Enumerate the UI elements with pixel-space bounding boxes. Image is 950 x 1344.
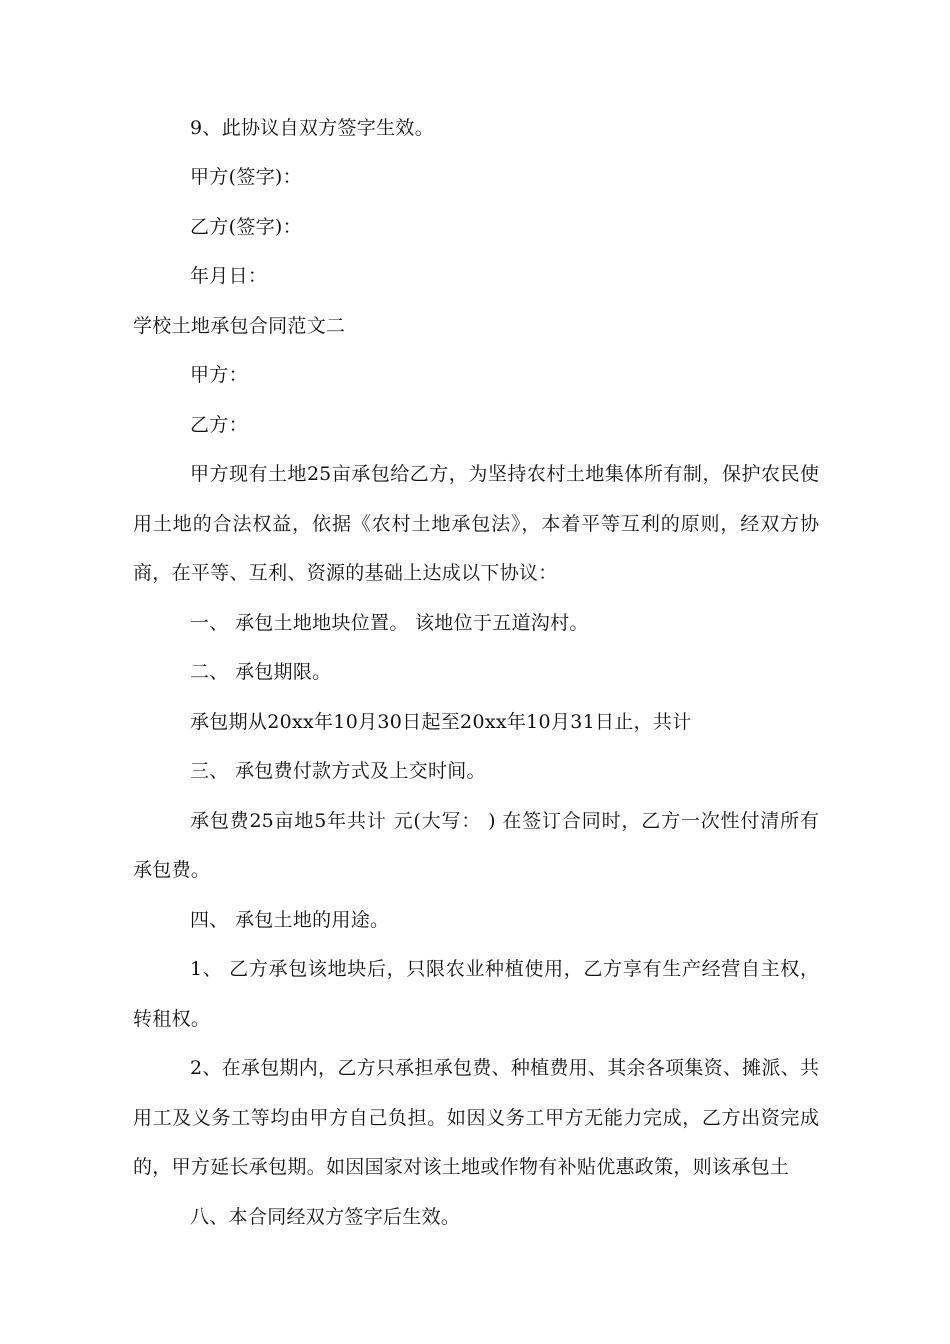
clause-4-item-2-line-3: 的，甲方延长承包期。如因国家对该土地或作物有补贴优惠政策，则该承包土 [133, 1156, 790, 1178]
clause-4-item-1-line-2: 转租权。 [133, 1008, 211, 1030]
clause-2-term-body: 承包期从20xx年10月30日起至20xx年10月31日止，共计 [190, 711, 692, 733]
party-a-signature-line: 甲方(签字)： [190, 166, 302, 188]
clause-3-payment-heading: 三、 承包费付款方式及上交时间。 [190, 760, 486, 782]
party-b-line: 乙方： [190, 414, 248, 436]
clause-4-item-2-line-1: 2、在承包期内，乙方只承担承包费、种植费用、其余各项集资、摊派、共 [190, 1057, 819, 1079]
clause-2-term-heading: 二、 承包期限。 [190, 661, 332, 683]
clause-8-effective: 八、本合同经双方签字后生效。 [190, 1206, 461, 1228]
party-b-signature-line: 乙方(签字)： [190, 216, 302, 238]
clause-9-effective: 9、此协议自双方签字生效。 [190, 117, 434, 139]
clause-3-payment-body-line-1: 承包费25亩地5年共计 元(大写： ) 在签订合同时，乙方一次性付清所有 [190, 810, 819, 832]
clause-1-location: 一、 承包土地地块位置。 该地位于五道沟村。 [190, 612, 589, 634]
intro-paragraph-line-2: 用土地的合法权益，依据《农村土地承包法》，本着平等互利的原则，经双方协 [133, 513, 819, 535]
clause-3-payment-body-line-2: 承包费。 [133, 859, 211, 881]
date-line: 年月日： [190, 265, 268, 287]
section-title: 学校土地承包合同范文二 [133, 315, 346, 337]
intro-paragraph-line-1: 甲方现有土地25亩承包给乙方，为坚持农村土地集体所有制，保护农民使 [190, 463, 819, 485]
party-a-line: 甲方： [190, 364, 248, 386]
intro-paragraph-line-3: 商，在平等、互利、资源的基础上达成以下协议： [133, 562, 558, 584]
clause-4-item-1-line-1: 1、 乙方承包该地块后，只限农业种植使用，乙方享有生产经营自主权， [190, 958, 819, 980]
clause-4-item-2-line-2: 用工及义务工等均由甲方自己负担。如因义务工甲方无能力完成，乙方出资完成 [133, 1107, 819, 1129]
clause-4-usage-heading: 四、 承包土地的用途。 [190, 909, 390, 931]
